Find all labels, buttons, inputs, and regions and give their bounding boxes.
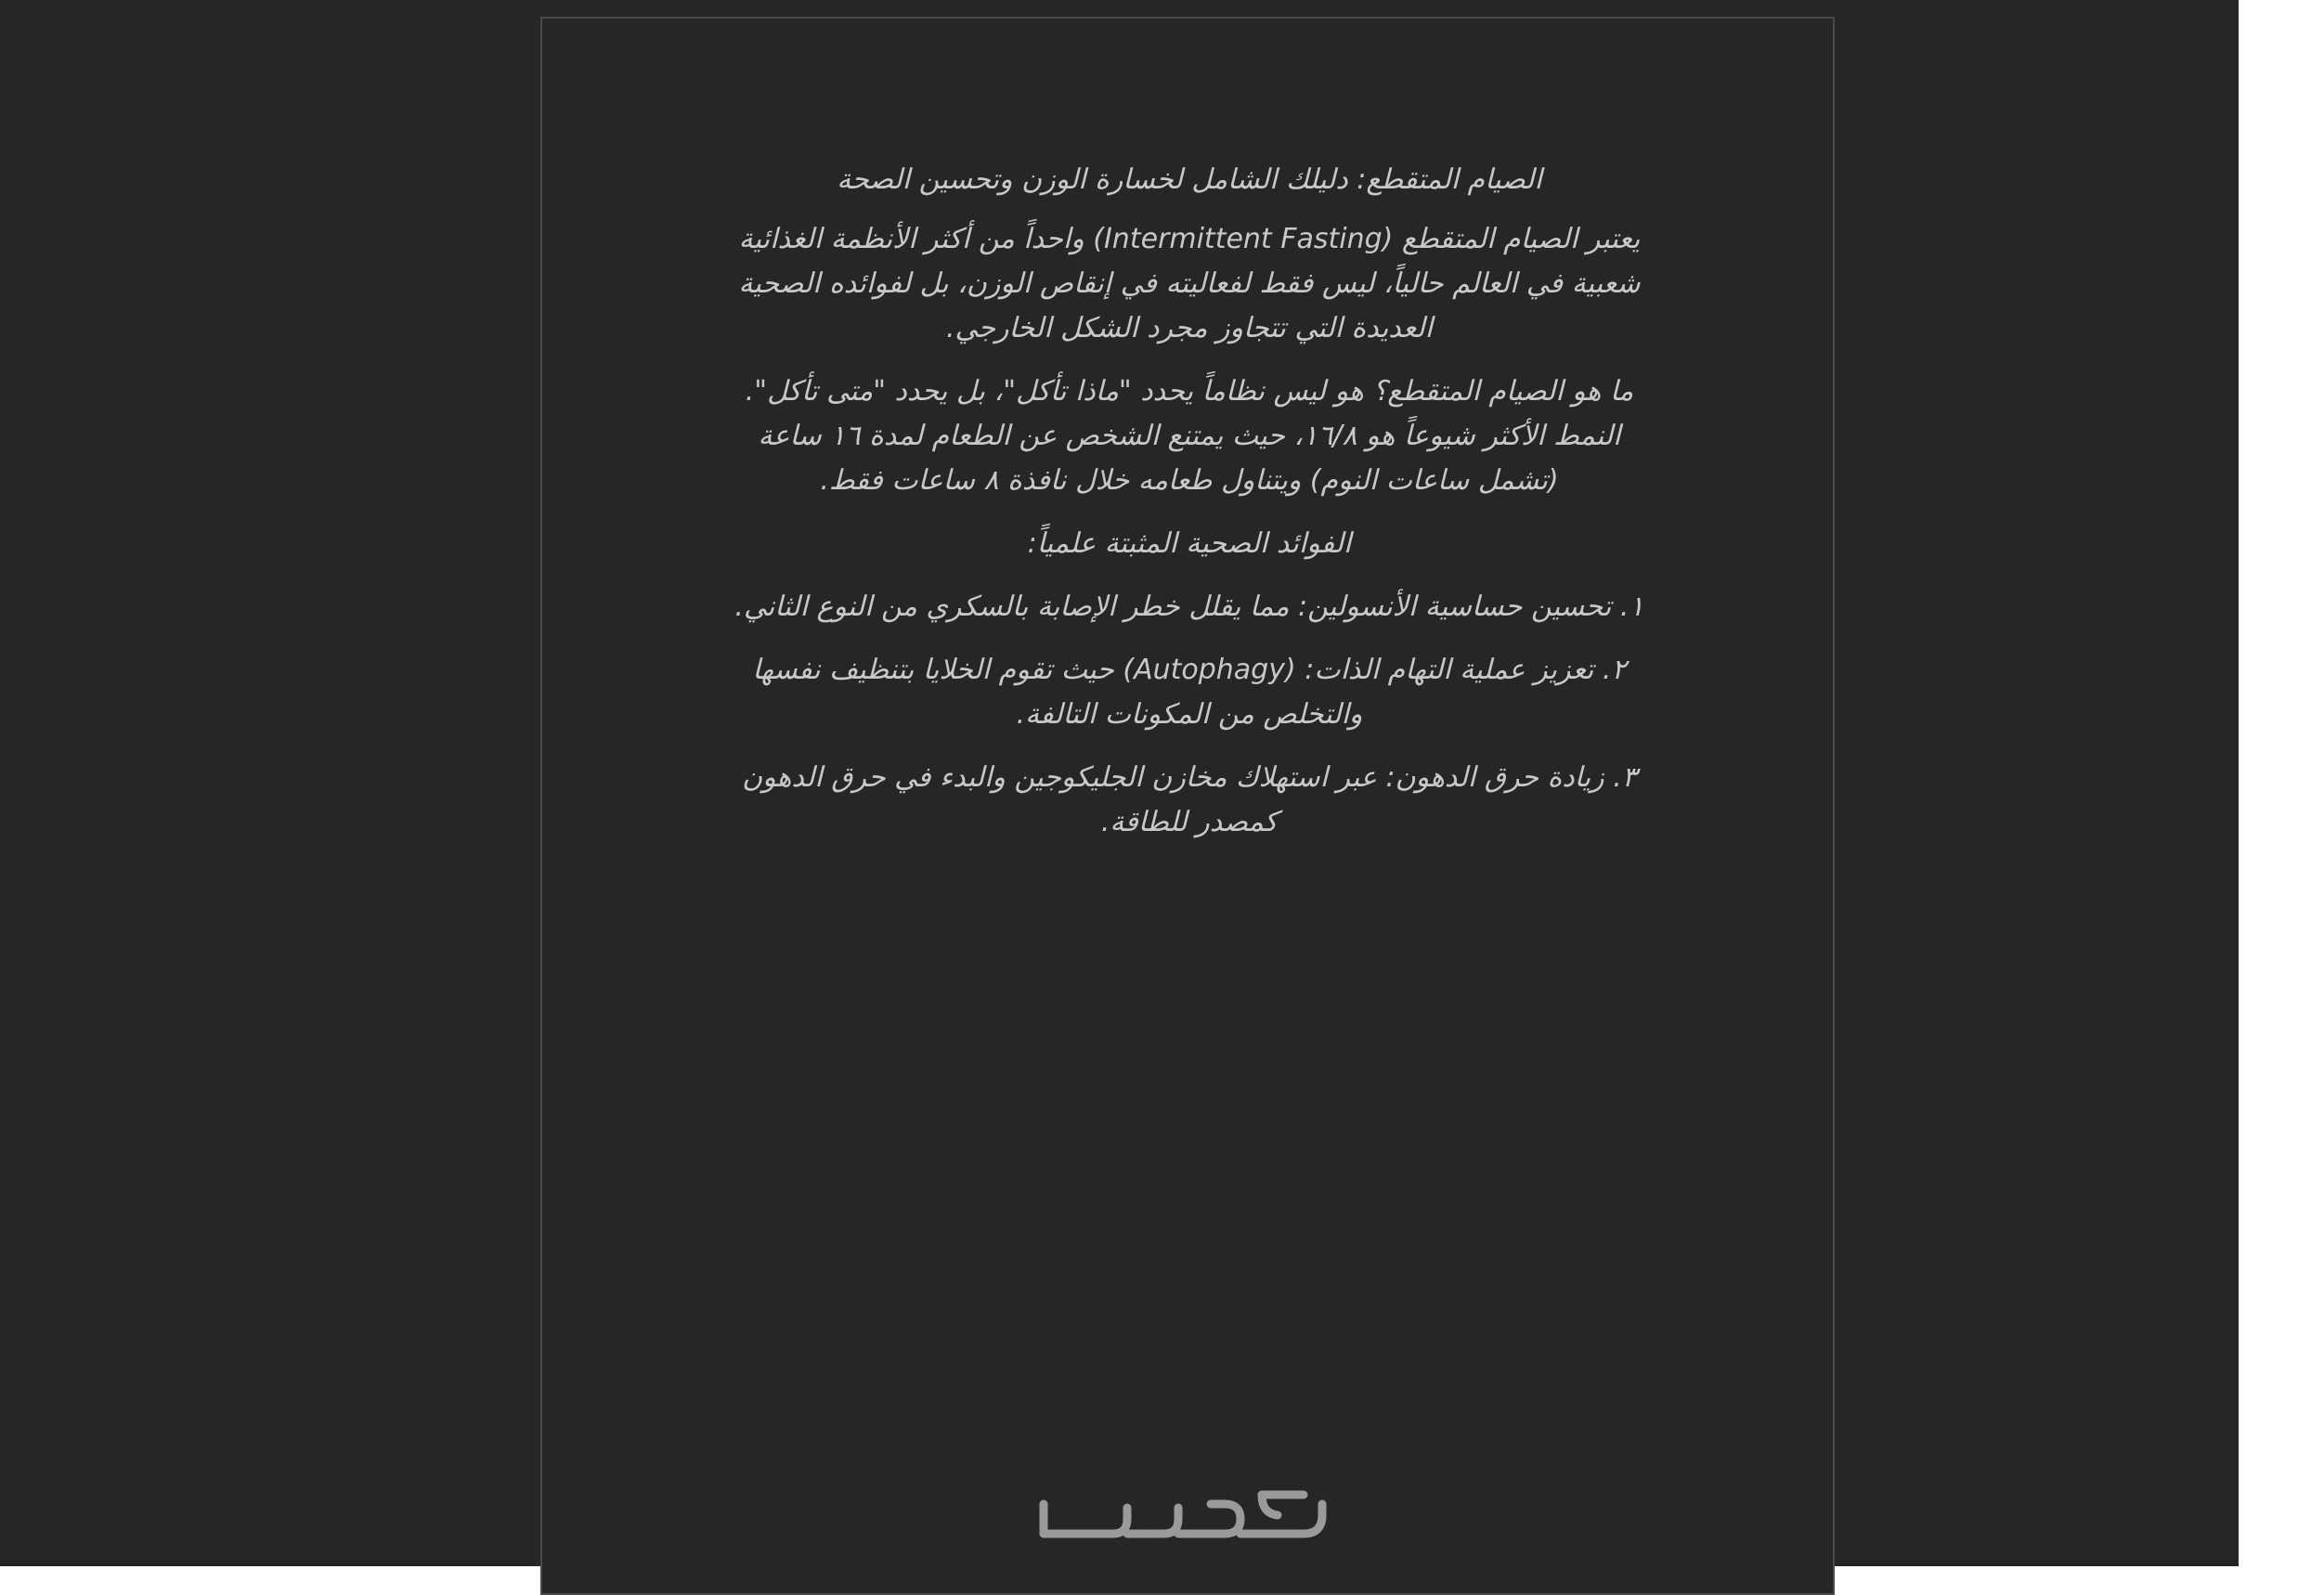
document-page [540,17,1835,1595]
logo-stroke-5 [1240,1504,1322,1534]
benefit-autophagy-before: ٢. تعزيز عملية التهام الذات: [1295,654,1627,686]
logo-stroke-2 [1044,1508,1127,1534]
right-gutter [2239,0,2324,1566]
intro-english-term: (Intermittent Fasting) [1093,223,1394,255]
intro-text-before: يعتبر الصيام المتقطع [1393,223,1641,255]
benefit-autophagy-after: حيث تقوم الخلايا بتنظيف نفسها والتخلص من المكونات التالفة. [752,654,1363,731]
benefit-autophagy-term: (Autophagy) [1123,654,1296,686]
khamsat-logo [1025,1467,1359,1550]
logo-stroke-3 [1127,1508,1178,1534]
article-title: الصيام المتقطع: دليلك الشامل لخسارة الوزن وتحسين الصحة [837,163,1542,196]
benefits-heading: الفوائد الصحية المثبتة علمياً: [1027,527,1352,560]
logo-text: خمسات [1190,1547,1194,1548]
benefit-item-fat-burning: ٣. زيادة حرق الدهون: عبر استهلاك مخازن الجليكوجين والبدء في حرق الدهون كمصدر للطاقة. [742,761,1637,838]
benefit-item-autophagy [728,648,1651,737]
document-content [728,158,1651,863]
logo-stroke-4 [1178,1504,1240,1534]
intro-paragraph [728,217,1651,351]
intro-text-after: واحداً من أكثر الأنظمة الغذائية شعبية في العالم حالياً، ليس فقط لفعاليته في إنقاص الوزن، بل لفوائده الصحية العديدة التي تتجاوز مجرد الشكل الخارجي. [738,223,1641,344]
definition-paragraph: ما هو الصيام المتقطع؟ هو ليس نظاماً يحدد "ماذا تأكل"، بل يحدد "متى تأكل". النمط الأكثر شيوعاً هو ١٦/٨، حيث يمتنع الشخص عن الطعام لمدة ١٦ ساعة (تشمل ساعات النوم) ويتناول طعامه خلال نافذة ٨ ساعات فقط. [745,375,1634,497]
benefit-item-insulin: ١. تحسين حساسية الأنسولين: مما يقلل خطر الإصابة بالسكري من النوع الثاني. [734,590,1644,623]
